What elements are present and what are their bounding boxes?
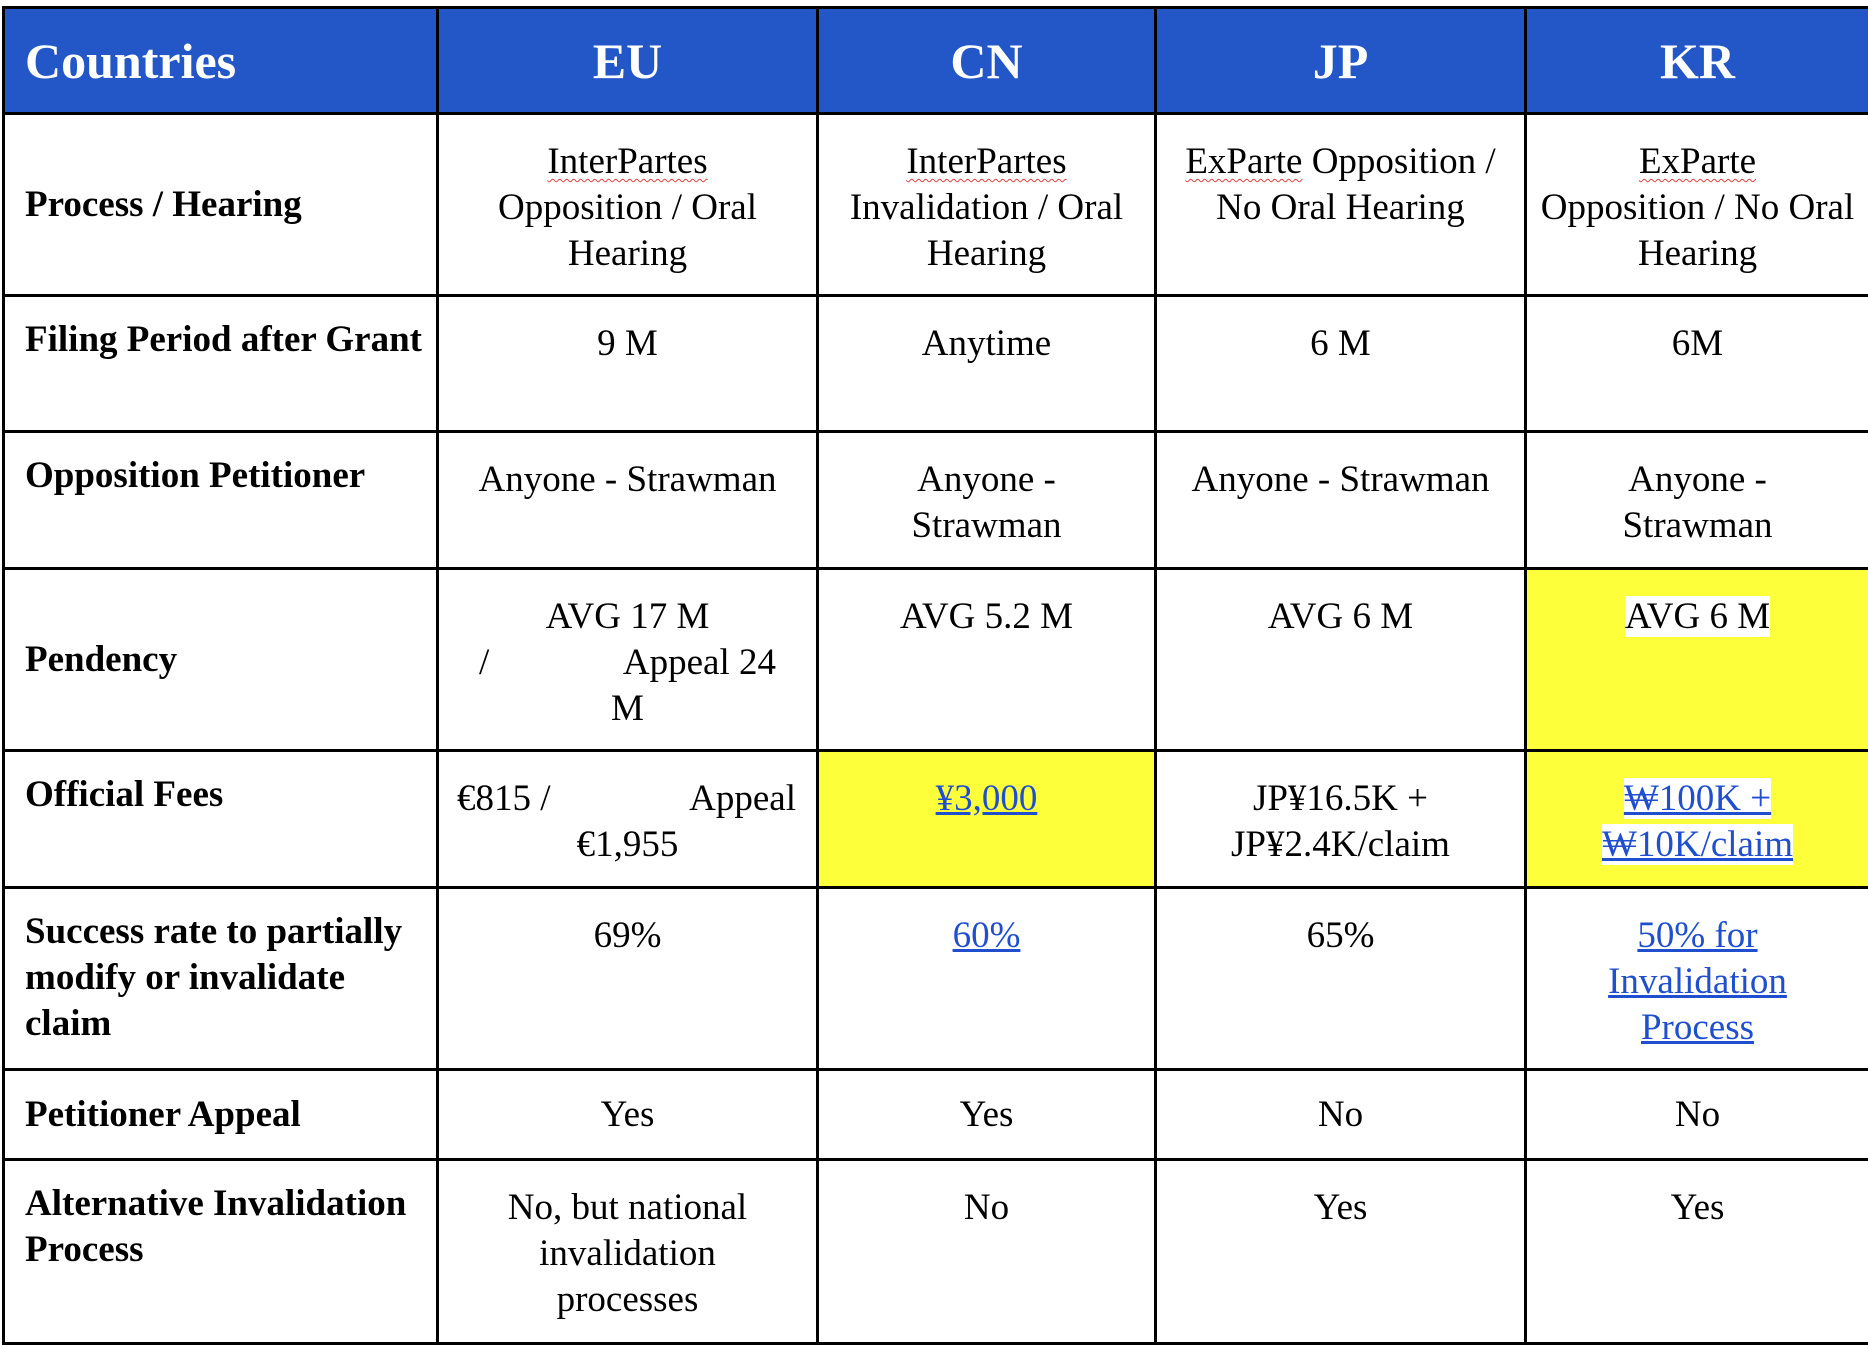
cell-cn <box>818 751 1156 888</box>
cell-eu: No, but national invalidation processes <box>438 1160 818 1344</box>
cell-part: Appeal <box>689 776 796 822</box>
cell-part: JP¥2.4K/claim <box>1231 824 1450 865</box>
header-row <box>4 8 1868 114</box>
kr-success-link[interactable]: 50% for Invalidation Process <box>1608 915 1787 1048</box>
cell-cn: Anytime <box>818 296 1156 432</box>
cell-kr: 6M <box>1526 296 1868 432</box>
cell-cn <box>818 114 1156 296</box>
cell-part: Opposition / No Oral Hearing <box>1216 141 1496 228</box>
cell-jp: 6 M <box>1156 296 1526 432</box>
header-kr: KR <box>1526 8 1868 114</box>
cell-part: AVG 6 M <box>1625 596 1770 637</box>
comparison-table-container <box>2 6 1868 1342</box>
cell-part: AVG 17 M <box>449 594 806 640</box>
cell-kr: No <box>1526 1070 1868 1160</box>
table-row-filing-period <box>4 296 1868 432</box>
cell-part: €815 / <box>457 776 551 822</box>
cell-kr <box>1526 114 1868 296</box>
cell-kr <box>1526 888 1868 1070</box>
cell-eu: Yes <box>438 1070 818 1160</box>
table-row-alternative-invalidation <box>4 1160 1868 1344</box>
cell-kr <box>1526 751 1868 888</box>
comparison-table <box>2 6 1868 1345</box>
cell-part: / <box>479 640 489 686</box>
table-row-process-hearing <box>4 114 1868 296</box>
cell-part: ExParte <box>1185 141 1302 182</box>
cell-part: InterPartes <box>906 141 1066 182</box>
cell-kr: Anyone - Strawman <box>1526 432 1868 569</box>
row-label: Filing Period after Grant <box>4 296 438 432</box>
cell-cn: Anyone - Strawman <box>818 432 1156 569</box>
cell-part: Invalidation / Oral Hearing <box>850 187 1123 274</box>
header-cn: CN <box>818 8 1156 114</box>
cell-cn: AVG 5.2 M <box>818 569 1156 751</box>
row-label: Petitioner Appeal <box>4 1070 438 1160</box>
row-label: Pendency <box>4 569 438 751</box>
header-jp: JP <box>1156 8 1526 114</box>
cell-eu: 9 M <box>438 296 818 432</box>
cell-eu <box>438 114 818 296</box>
cell-jp <box>1156 751 1526 888</box>
cell-cn <box>818 888 1156 1070</box>
table-row-official-fees <box>4 751 1868 888</box>
cell-eu <box>438 751 818 888</box>
cell-jp: No <box>1156 1070 1526 1160</box>
row-label: Official Fees <box>4 751 438 888</box>
header-eu: EU <box>438 8 818 114</box>
cell-eu: Anyone - Strawman <box>438 432 818 569</box>
cell-part: Appeal 24 <box>623 640 776 686</box>
cn-success-link[interactable]: 60% <box>953 915 1021 956</box>
table-row-petitioner-appeal <box>4 1070 1868 1160</box>
cell-part: JP¥16.5K + <box>1253 778 1428 819</box>
table-row-opposition-petitioner <box>4 432 1868 569</box>
header-countries: Countries <box>4 8 438 114</box>
cell-jp: AVG 6 M <box>1156 569 1526 751</box>
cn-fee-link[interactable]: ¥3,000 <box>936 778 1038 819</box>
row-label: Opposition Petitioner <box>4 432 438 569</box>
cell-part: Opposition / Oral Hearing <box>498 187 757 274</box>
cell-part: ExParte <box>1639 141 1756 182</box>
cell-line <box>449 640 806 686</box>
cell-jp: 65% <box>1156 888 1526 1070</box>
cell-part: Opposition / No Oral Hearing <box>1541 187 1854 274</box>
kr-fee-link[interactable]: ₩10K/claim <box>1602 824 1793 865</box>
cell-kr <box>1526 569 1868 751</box>
cell-part: InterPartes <box>547 141 707 182</box>
row-label: Alternative Invalidation Process <box>4 1160 438 1344</box>
table-row-pendency <box>4 569 1868 751</box>
cell-eu <box>438 569 818 751</box>
cell-jp: Anyone - Strawman <box>1156 432 1526 569</box>
cell-kr: Yes <box>1526 1160 1868 1344</box>
cell-cn: No <box>818 1160 1156 1344</box>
cell-line <box>449 776 806 822</box>
cell-cn: Yes <box>818 1070 1156 1160</box>
row-label: Success rate to partially modify or invalidate claim <box>4 888 438 1070</box>
row-label: Process / Hearing <box>4 114 438 296</box>
table-row-success-rate <box>4 888 1868 1070</box>
cell-jp <box>1156 114 1526 296</box>
cell-part: €1,955 <box>577 824 679 865</box>
cell-jp: Yes <box>1156 1160 1526 1344</box>
cell-part: M <box>449 686 806 732</box>
cell-eu: 69% <box>438 888 818 1070</box>
kr-fee-link[interactable]: ₩100K + <box>1624 778 1771 819</box>
